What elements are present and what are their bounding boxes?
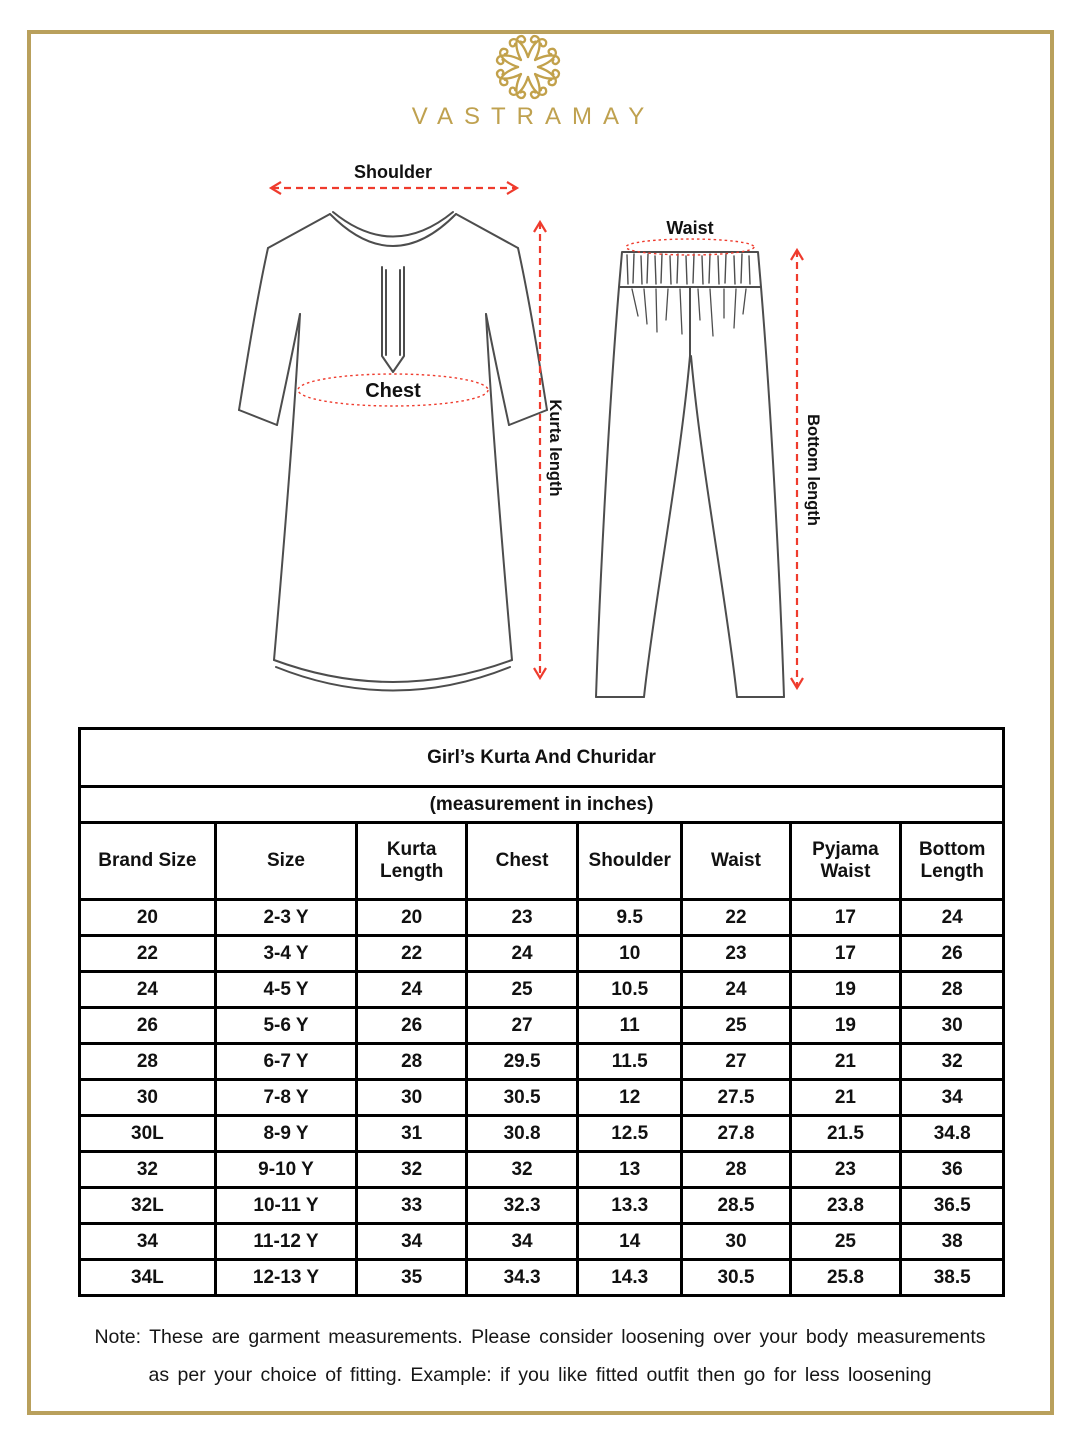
table-cell: 29.5 [467, 1044, 578, 1080]
brand-emblem-icon [490, 33, 566, 101]
table-cell: 23 [467, 900, 578, 936]
table-cell: 27 [682, 1044, 790, 1080]
header-waist: Waist [682, 823, 790, 900]
table-cell: 24 [357, 972, 467, 1008]
table-cell: 23 [682, 936, 790, 972]
table-cell: 25 [682, 1008, 790, 1044]
table-row [80, 1188, 1004, 1224]
table-row [80, 1224, 1004, 1260]
table-cell: 30.5 [682, 1260, 790, 1296]
brand-name: VASTRAMAY [411, 103, 656, 130]
header-chest: Chest [467, 823, 578, 900]
table-cell: 30 [901, 1008, 1004, 1044]
bottom-length-label: Bottom length [804, 414, 822, 526]
table-cell: 28 [80, 1044, 216, 1080]
table-title: Girl’s Kurta And Churidar [80, 729, 1004, 787]
table-cell: 21 [790, 1044, 901, 1080]
table-cell: 27 [467, 1008, 578, 1044]
bottom-length-arrow [791, 250, 803, 688]
garment-measurement-diagram [230, 148, 850, 726]
kurta-outline [239, 212, 547, 691]
table-cell: 30.5 [467, 1080, 578, 1116]
table-cell: 28.5 [682, 1188, 790, 1224]
table-cell: 22 [357, 936, 467, 972]
table-cell: 35 [357, 1260, 467, 1296]
table-cell: 14 [578, 1224, 682, 1260]
table-title-row [80, 729, 1004, 787]
table-cell: 24 [467, 936, 578, 972]
table-cell: 24 [682, 972, 790, 1008]
table-cell: 11 [578, 1008, 682, 1044]
table-cell: 34 [901, 1080, 1004, 1116]
waist-label: Waist [666, 218, 714, 238]
table-cell: 2-3 Y [215, 900, 356, 936]
size-table [78, 727, 1005, 1297]
table-row [80, 936, 1004, 972]
table-cell: 10-11 Y [215, 1188, 356, 1224]
table-cell: 6-7 Y [215, 1044, 356, 1080]
note-line-1: Note: These are garment measurements. Please consider loosening over your body measurements [94, 1326, 986, 1348]
table-cell: 30 [80, 1080, 216, 1116]
pants-outline [596, 252, 784, 697]
table-cell: 4-5 Y [215, 972, 356, 1008]
table-cell: 34 [357, 1224, 467, 1260]
table-row [80, 1260, 1004, 1296]
table-cell: 21.5 [790, 1116, 901, 1152]
table-cell: 38 [901, 1224, 1004, 1260]
header-brand-size: Brand Size [80, 823, 216, 900]
table-subtitle-row [80, 787, 1004, 823]
table-cell: 25.8 [790, 1260, 901, 1296]
size-chart-section [78, 727, 1005, 1297]
table-cell: 13 [578, 1152, 682, 1188]
table-cell: 28 [357, 1044, 467, 1080]
table-cell: 27.8 [682, 1116, 790, 1152]
table-row [80, 972, 1004, 1008]
header-kurta-length: Kurta Length [357, 823, 467, 900]
table-cell: 11-12 Y [215, 1224, 356, 1260]
table-cell: 34 [80, 1224, 216, 1260]
table-cell: 28 [682, 1152, 790, 1188]
table-cell: 9-10 Y [215, 1152, 356, 1188]
table-cell: 31 [357, 1116, 467, 1152]
table-cell: 32 [901, 1044, 1004, 1080]
table-cell: 24 [901, 900, 1004, 936]
table-cell: 34.3 [467, 1260, 578, 1296]
table-cell: 12.5 [578, 1116, 682, 1152]
header-pyjama-waist: Pyjama Waist [790, 823, 901, 900]
table-cell: 30.8 [467, 1116, 578, 1152]
table-cell: 10.5 [578, 972, 682, 1008]
table-row [80, 1080, 1004, 1116]
table-row [80, 900, 1004, 936]
chest-label: Chest [365, 380, 421, 402]
table-cell: 27.5 [682, 1080, 790, 1116]
table-cell: 10 [578, 936, 682, 972]
table-cell: 32L [80, 1188, 216, 1224]
table-cell: 13.3 [578, 1188, 682, 1224]
table-cell: 20 [80, 900, 216, 936]
table-row [80, 1044, 1004, 1080]
table-cell: 17 [790, 936, 901, 972]
table-cell: 22 [80, 936, 216, 972]
shoulder-measure-arrow [271, 182, 517, 194]
table-cell: 26 [357, 1008, 467, 1044]
table-cell: 22 [682, 900, 790, 936]
size-table-body [80, 900, 1004, 1296]
table-cell: 25 [467, 972, 578, 1008]
table-row [80, 1152, 1004, 1188]
table-cell: 26 [80, 1008, 216, 1044]
table-cell: 14.3 [578, 1260, 682, 1296]
header-size: Size [215, 823, 356, 900]
header-bottom-length: Bottom Length [901, 823, 1004, 900]
table-cell: 30 [357, 1080, 467, 1116]
table-cell: 19 [790, 1008, 901, 1044]
table-cell: 9.5 [578, 900, 682, 936]
table-cell: 36.5 [901, 1188, 1004, 1224]
table-cell: 5-6 Y [215, 1008, 356, 1044]
table-cell: 32 [467, 1152, 578, 1188]
table-cell: 21 [790, 1080, 901, 1116]
header-shoulder: Shoulder [578, 823, 682, 900]
table-cell: 33 [357, 1188, 467, 1224]
table-cell: 3-4 Y [215, 936, 356, 972]
table-cell: 24 [80, 972, 216, 1008]
shoulder-label: Shoulder [353, 162, 433, 182]
table-cell: 25 [790, 1224, 901, 1260]
table-cell: 30 [682, 1224, 790, 1260]
table-cell: 34L [80, 1260, 216, 1296]
brand-logo [0, 33, 1056, 131]
table-cell: 20 [357, 900, 467, 936]
table-cell: 32.3 [467, 1188, 578, 1224]
table-header-row [80, 823, 1004, 900]
table-cell: 34.8 [901, 1116, 1004, 1152]
table-row [80, 1008, 1004, 1044]
table-cell: 8-9 Y [215, 1116, 356, 1152]
table-row [80, 1116, 1004, 1152]
kurta-length-arrow [534, 222, 546, 678]
table-cell: 11.5 [578, 1044, 682, 1080]
table-cell: 36 [901, 1152, 1004, 1188]
table-cell: 12-13 Y [215, 1260, 356, 1296]
table-cell: 32 [80, 1152, 216, 1188]
table-cell: 19 [790, 972, 901, 1008]
note-line-2: as per your choice of fitting. Example: if you like fitted outfit then go for less loosening [148, 1364, 932, 1387]
table-cell: 7-8 Y [215, 1080, 356, 1116]
table-cell: 32 [357, 1152, 467, 1188]
table-cell: 23 [790, 1152, 901, 1188]
table-cell: 34 [467, 1224, 578, 1260]
table-cell: 12 [578, 1080, 682, 1116]
table-cell: 30L [80, 1116, 216, 1152]
table-cell: 23.8 [790, 1188, 901, 1224]
kurta-length-label: Kurta length [546, 399, 564, 497]
table-subtitle: (measurement in inches) [80, 787, 1004, 823]
table-cell: 17 [790, 900, 901, 936]
table-cell: 38.5 [901, 1260, 1004, 1296]
note-text [60, 1318, 1020, 1394]
table-cell: 26 [901, 936, 1004, 972]
table-cell: 28 [901, 972, 1004, 1008]
